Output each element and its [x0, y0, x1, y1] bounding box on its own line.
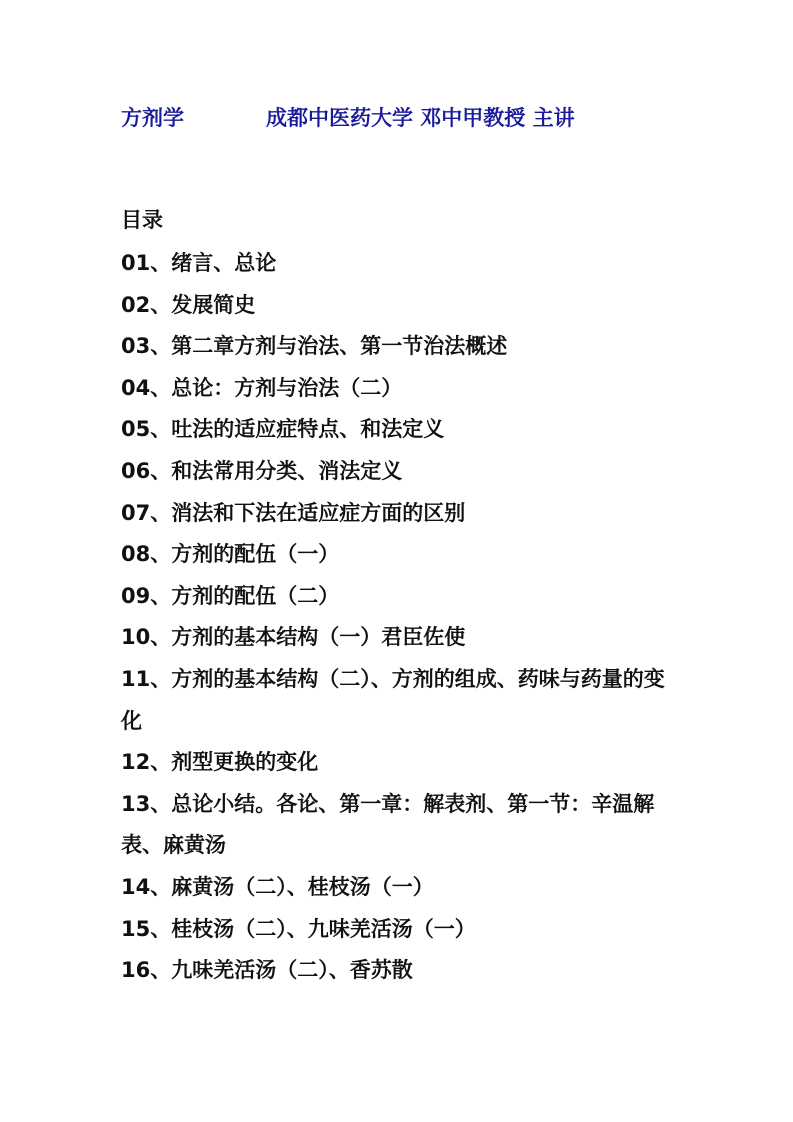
course-title: 方剂学 [121, 106, 184, 130]
table-of-contents [121, 201, 681, 992]
toc-item: 02、发展简史 [121, 292, 256, 317]
toc-item: 11、方剂的基本结构（二）、方剂的组成、药味与药量的变化 [121, 666, 665, 733]
toc-item: 15、桂枝汤（二）、九味羌活汤（一） [121, 916, 476, 941]
toc-item: 06、和法常用分类、消法定义 [121, 458, 403, 483]
toc-item: 03、第二章方剂与治法、第一节治法概述 [121, 334, 508, 359]
page-header [121, 102, 681, 134]
toc-item: 04、总论：方剂与治法（二） [121, 375, 403, 400]
toc-item: 08、方剂的配伍（一） [121, 542, 340, 567]
toc-item: 07、消法和下法在适应症方面的区别 [121, 500, 466, 525]
toc-item: 16、九味羌活汤（二）、香苏散 [121, 958, 413, 983]
toc-item: 09、方剂的配伍（二） [121, 583, 340, 608]
toc-item: 12、剂型更换的变化 [121, 750, 319, 775]
toc-title: 目录 [121, 208, 163, 232]
toc-item: 14、麻黄汤（二）、桂枝汤（一） [121, 874, 434, 899]
toc-item: 13、总论小结。各论、第一章：解表剂、第一节：辛温解表、麻黄汤 [121, 791, 655, 858]
toc-item: 05、吐法的适应症特点、和法定义 [121, 417, 445, 442]
toc-item: 01、绪言、总论 [121, 251, 277, 275]
toc-item: 10、方剂的基本结构（一）君臣佐使 [121, 625, 466, 650]
lecturer-info: 成都中医药大学 邓中甲教授 主讲 [266, 106, 575, 130]
toc-list [121, 243, 681, 992]
